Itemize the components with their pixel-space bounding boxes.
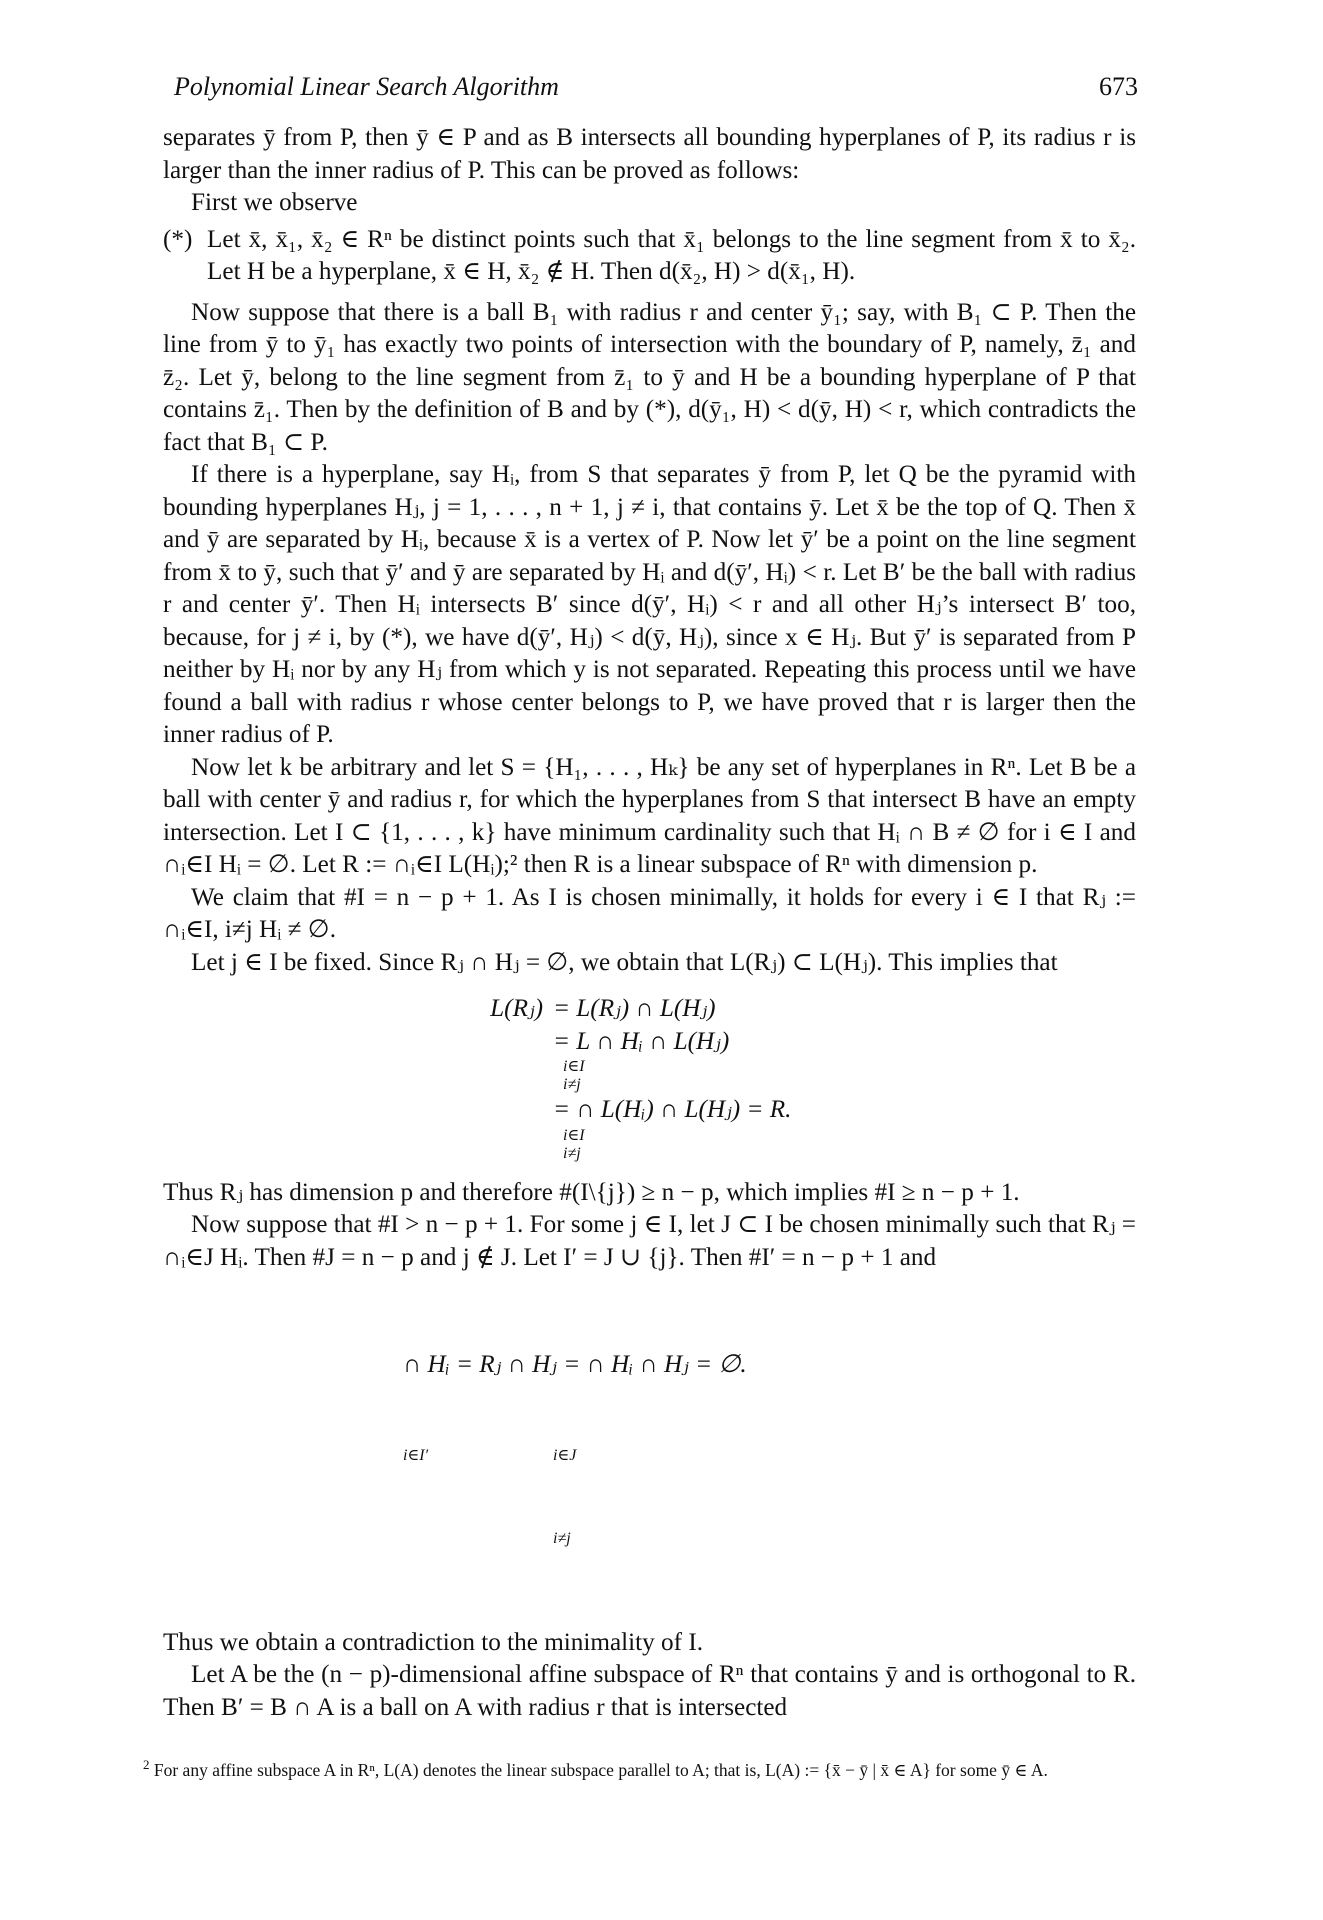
eq1-lhs: L(Rⱼ) (490, 995, 543, 1022)
footnote-mark: 2 (143, 1757, 150, 1772)
paragraph-4: If there is a hyperplane, say Hᵢ, from S that separates ȳ from P, let Q be the pyramid with bounding hyperplanes Hⱼ, j = 1, . . . , n + 1, j ≠ i, that contains ȳ. Let x̄ be the top of Q. Then x̄ and ȳ are separated by Hᵢ, because x̄ is a vertex of P. Now let ȳ′ be a point on the line segment from x̄ to ȳ, such that ȳ′ and ȳ are separated by Hᵢ and d(ȳ′, Hᵢ) < r. Let B′ be the ball with radius r and center ȳ′. Then Hᵢ intersects B′ since d(ȳ′, Hᵢ) < r and all other Hⱼ’s intersect B′ too, because, for j ≠ i, by (*), we have d(ȳ′, Hⱼ) < d(ȳ, Hⱼ), since x ∈ Hⱼ. But ȳ′ is separated from P neither by Hᵢ nor by any Hⱼ from which y is not separated. Repeating this process until we have found a ball with radius r whose center belongs to P, we have proved that r is larger then the inner radius of P. (163, 461, 1136, 748)
eq2-main: ∩ Hᵢ = Rⱼ ∩ Hⱼ = ∩ Hᵢ ∩ Hⱼ = ∅. (403, 1351, 747, 1378)
body-text (163, 122, 1136, 1724)
running-head: Polynomial Linear Search Algorithm (174, 72, 559, 101)
footnote-text: For any affine subspace A in Rⁿ, L(A) denotes the linear subspace parallel to A; that is, L(A) := {x̄ − ȳ | x̄ ∈ A} for some ȳ ∈ A. (153, 1759, 1048, 1780)
lemma-star-label: (*) (163, 225, 193, 253)
paragraph-10: Thus we obtain a contradiction to the minimality of I. (163, 1628, 704, 1656)
footnote (143, 1753, 1133, 1782)
lemma-star (163, 224, 1136, 289)
paragraph-6: We claim that #I = n − p + 1. As I is chosen minimally, it holds for every i ∈ I that Rⱼ := ∩ᵢ∈I, i≠j Hᵢ ≠ ∅. (163, 883, 1136, 943)
page-number: 673 (1099, 72, 1138, 101)
paragraph-1: separates ȳ from P, then ȳ ∈ P and as B intersects all bounding hyperplanes of P, its radius r is larger than the inner radius of P. This can be proved as follows: (163, 124, 1136, 184)
eq1-line3: = ∩ L(Hᵢ) ∩ L(Hⱼ) = R. (553, 1096, 792, 1123)
paragraph-7: Let j ∈ I be fixed. Since Rⱼ ∩ Hⱼ = ∅, we obtain that L(Rⱼ) ⊂ L(Hⱼ). This implies that (191, 948, 1058, 976)
eq2-sub-mid-a: i∈J (553, 1446, 577, 1464)
paragraph-11: Let A be the (n − p)-dimensional affine subspace of Rⁿ that contains ȳ and is orthogonal to R. Then B′ = B ∩ A is a ball on A with radius r that is intersected (163, 1661, 1136, 1721)
paragraph-9: Now suppose that #I > n − p + 1. For some j ∈ I, let J ⊂ I be chosen minimally such that Rⱼ = ∩ᵢ∈J Hᵢ. Then #J = n − p and j ∉ J. Let I′ = J ∪ {j}. Then #I′ = n − p + 1 and (163, 1211, 1136, 1271)
eq2-sub-mid-b: i≠j (553, 1529, 571, 1547)
paragraph-2: First we observe (191, 189, 358, 216)
eq1-sub-d: i≠j (563, 1144, 581, 1162)
page-header (174, 72, 1138, 112)
lemma-star-text: Let x̄, x̄₁, x̄₂ ∈ Rⁿ be distinct points such that x̄₁ belongs to the line segment from x̄ to x̄₂. Let H be a hyperplane, x̄ ∈ H, x̄₂ ∉ H. Then d(x̄₂, H) > d(x̄₁, H). (207, 225, 1136, 285)
eq1-sub-b: i≠j (563, 1076, 581, 1093)
paragraph-3: Now suppose that there is a ball B₁ with radius r and center ȳ₁; say, with B₁ ⊂ P. Then the line from ȳ to ȳ₁ has exactly two points of intersection with the boundary of P, namely, z̄₁ and z̄₂. Let ȳ, belong to the line segment from z̄₁ to ȳ and H be a bounding hyperplane of P that contains z̄₁. Then by the definition of B and by (*), d(ȳ₁, H) < d(ȳ, H) < r, which contradicts the fact that B₁ ⊂ P. (163, 298, 1136, 456)
eq1-sub-c: i∈I (563, 1126, 585, 1144)
paragraph-5: Now let k be arbitrary and let S = {H₁, . . . , Hₖ} be any set of hyperplanes in Rⁿ. Let B be a ball with center ȳ and radius r, for which the hyperplanes from S that intersect B have an empty intersection. Let I ⊂ {1, . . . , k} have minimum cardinality such that Hᵢ ∩ B ≠ ∅ for i ∈ I and ∩ᵢ∈I Hᵢ = ∅. Let R := ∩ᵢ∈I L(Hᵢ);² then R is a linear subspace of Rⁿ with dimension p. (163, 753, 1136, 878)
eq1-sub-a: i∈I (563, 1058, 585, 1075)
eq2-sub-left: i∈I′ (403, 1446, 429, 1464)
paragraph-8: Thus Rⱼ has dimension p and therefore #(I\{j}) ≥ n − p, which implies #I ≥ n − p + 1. (163, 1178, 1020, 1206)
display-equation-2 (163, 1284, 1136, 1613)
display-equation-1 (163, 993, 1136, 1163)
eq1-line1: = L(Rⱼ) ∩ L(Hⱼ) (553, 995, 716, 1022)
eq1-line2: = L ∩ Hᵢ ∩ L(Hⱼ) (553, 1027, 730, 1055)
